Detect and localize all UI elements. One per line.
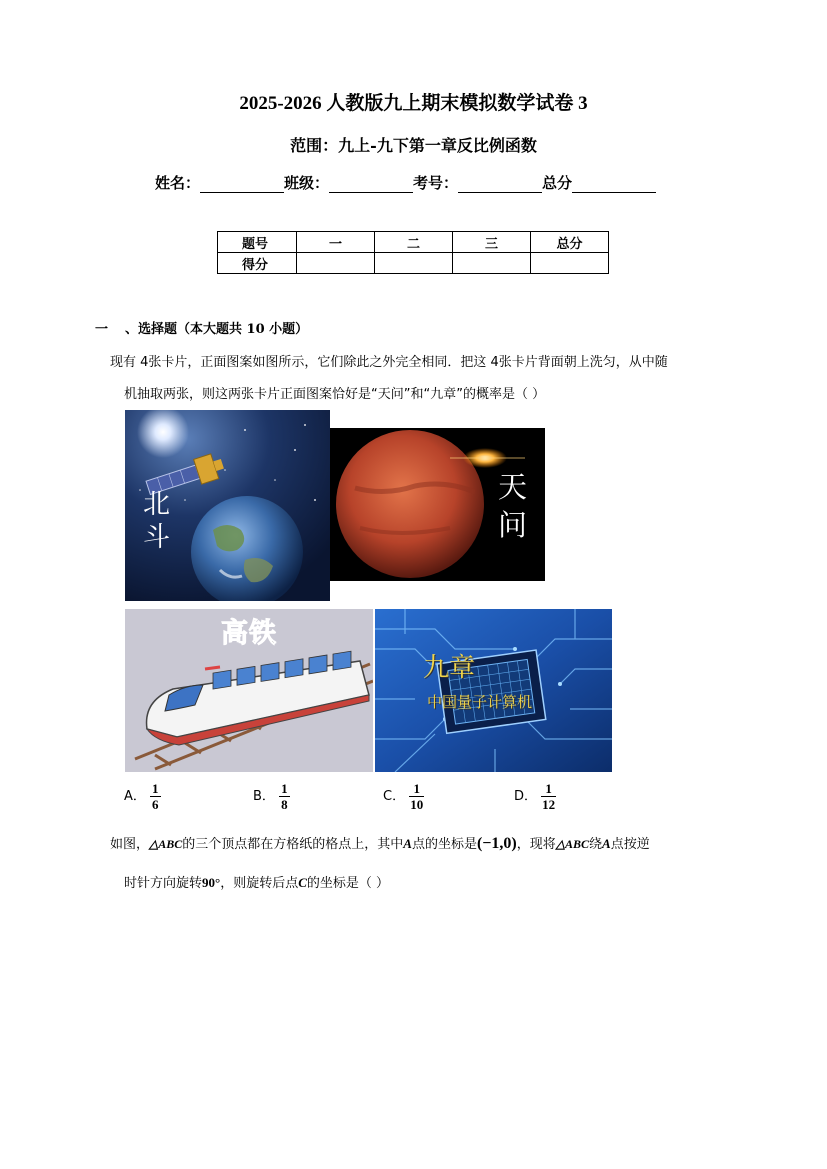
triangle-abc: △ABC xyxy=(555,837,590,851)
option-letter: D． xyxy=(514,789,538,804)
class-blank[interactable] xyxy=(329,176,413,193)
score-header-cell: 一 xyxy=(297,232,375,253)
fraction-denominator: 10 xyxy=(410,797,424,812)
point-a-coordinate: (−1,0) xyxy=(476,835,517,852)
student-info-line xyxy=(155,172,656,193)
q2-text: 时针方向旋转 xyxy=(124,876,203,891)
option-letter: B． xyxy=(253,789,275,804)
beidou-label xyxy=(143,488,173,554)
score-cell[interactable] xyxy=(531,253,609,274)
option-fraction xyxy=(409,781,424,812)
point-a: A xyxy=(602,836,611,851)
fraction-numerator: 1 xyxy=(541,781,556,797)
q2-text: 点的坐标是 xyxy=(411,837,477,852)
score-table-row xyxy=(218,253,609,274)
score-header-cell: 题号 xyxy=(218,232,297,253)
class-label: 班级： xyxy=(284,174,330,192)
name-blank[interactable] xyxy=(200,176,284,193)
exam-no-blank[interactable] xyxy=(458,176,542,193)
option-a[interactable] xyxy=(124,781,161,812)
q2-text: 绕 xyxy=(589,837,603,852)
option-letter: A． xyxy=(124,789,146,804)
exam-scope: 范围：九上-九下第一章反比例函数 xyxy=(290,136,537,155)
option-fraction xyxy=(279,781,290,812)
option-c[interactable] xyxy=(383,781,424,812)
score-header-cell: 三 xyxy=(453,232,531,253)
triangle-abc: △ABC xyxy=(149,837,183,851)
beidou-card-image xyxy=(125,410,330,601)
score-header-cell: 总分 xyxy=(531,232,609,253)
question-1-line-1: 现有 4张卡片，正面图案如图所示，它们除此之外完全相同．把这 4张卡片背面朝上洗匀，从中随 xyxy=(110,355,668,370)
fraction-numerator: 1 xyxy=(409,781,424,797)
point-c: C xyxy=(298,875,307,890)
beidou-label-text: 北斗 xyxy=(143,489,170,553)
q2-text: 点按逆 xyxy=(610,837,650,852)
option-fraction xyxy=(541,781,556,812)
option-b[interactable] xyxy=(253,781,290,812)
option-fraction xyxy=(150,781,161,812)
question-2-line-1 xyxy=(110,833,650,853)
gaotie-card-image xyxy=(125,609,373,772)
fraction-denominator: 6 xyxy=(152,797,159,812)
score-cell[interactable] xyxy=(297,253,375,274)
q2-text: 的三个顶点都在方格纸的格点上，其中 xyxy=(182,837,404,852)
score-row-label: 得分 xyxy=(218,253,297,274)
jiuzhang-label: 九章 xyxy=(423,653,476,683)
tianwen-card-image xyxy=(330,428,545,581)
q2-text: 的坐标是（ ） xyxy=(306,876,390,891)
gaotie-label: 高铁 xyxy=(221,618,277,649)
name-label: 姓名： xyxy=(155,174,201,192)
fraction-denominator: 12 xyxy=(542,797,556,812)
question-2-line-2 xyxy=(124,872,389,891)
option-letter: C． xyxy=(383,789,406,804)
total-label: 总分 xyxy=(542,174,573,192)
fraction-numerator: 1 xyxy=(152,781,159,796)
fraction-numerator: 1 xyxy=(281,781,288,796)
section-heading xyxy=(95,318,308,337)
jiuzhang-subtitle: 中国量子计算机 xyxy=(427,693,533,711)
option-d[interactable] xyxy=(514,781,556,812)
score-header-cell: 二 xyxy=(375,232,453,253)
rotation-angle: 90° xyxy=(202,875,221,890)
q2-text: ，现将 xyxy=(516,837,556,852)
exam-title: 2025-2026 人教版九上期末模拟数学试卷 3 xyxy=(239,93,588,114)
tianwen-label xyxy=(498,468,530,544)
tianwen-label-text: 天问 xyxy=(498,470,528,542)
exam-no-label: 考号： xyxy=(413,174,459,192)
score-table-header-row xyxy=(218,232,609,253)
score-table xyxy=(217,231,609,274)
total-blank[interactable] xyxy=(572,176,656,193)
q2-text: 如图， xyxy=(110,837,150,852)
q2-text: ，则旋转后点 xyxy=(220,876,299,891)
jiuzhang-card-image xyxy=(375,609,612,772)
section-title: 、选择题（本大题共 10 小题） xyxy=(125,322,309,337)
question-1-line-2: 机抽取两张，则这两张卡片正面图案恰好是“天问”和“九章”的概率是（ ） xyxy=(124,387,546,402)
score-cell[interactable] xyxy=(453,253,531,274)
fraction-denominator: 8 xyxy=(281,797,288,812)
score-cell[interactable] xyxy=(375,253,453,274)
section-number: 一 xyxy=(95,322,109,337)
point-a: A xyxy=(403,836,412,851)
